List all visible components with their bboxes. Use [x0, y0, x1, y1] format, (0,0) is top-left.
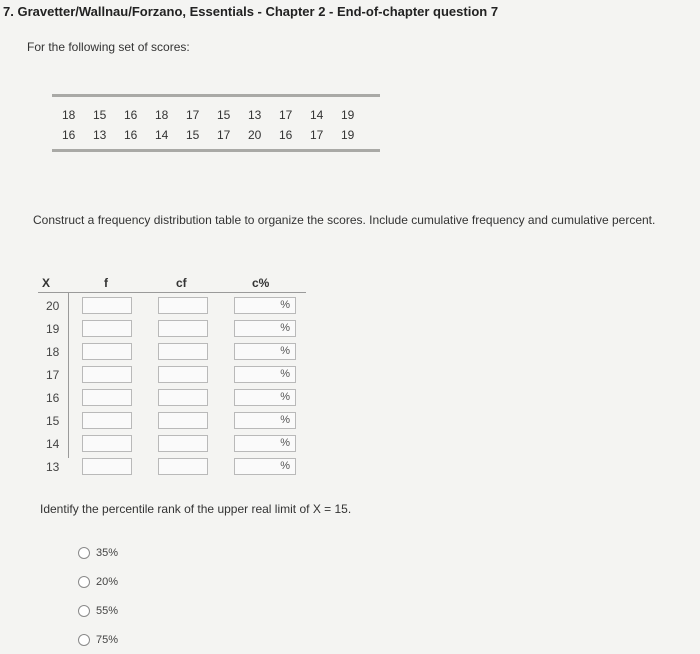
cf-input[interactable] — [158, 366, 208, 383]
radio-button[interactable] — [78, 576, 90, 588]
option-label: 55% — [96, 604, 119, 617]
scores-table — [52, 94, 380, 152]
f-input[interactable] — [82, 412, 132, 429]
cf-input[interactable] — [158, 389, 208, 406]
percent-sign: % — [280, 368, 290, 380]
score-cell: 20 — [248, 128, 262, 142]
f-input[interactable] — [82, 343, 132, 360]
score-cell: 16 — [124, 128, 138, 142]
header-cf: cf — [176, 276, 187, 290]
radio-button[interactable] — [78, 605, 90, 617]
score-cell: 15 — [217, 108, 231, 122]
option-label: 20% — [96, 575, 119, 588]
x-value: 19 — [46, 322, 60, 336]
f-input[interactable] — [82, 435, 132, 452]
percentile-question: Identify the percentile rank of the upper real limit of X = 15. — [40, 502, 352, 516]
cumulative-percent-input[interactable] — [234, 458, 296, 475]
cumulative-percent-input[interactable] — [234, 435, 296, 452]
score-cell: 16 — [279, 128, 293, 142]
percent-sign: % — [280, 391, 290, 403]
cumulative-percent-input[interactable] — [234, 389, 296, 406]
scores-top-rule — [52, 94, 380, 97]
cf-input[interactable] — [158, 435, 208, 452]
x-value: 14 — [46, 437, 60, 451]
cumulative-percent-input[interactable] — [234, 366, 296, 383]
x-value: 18 — [46, 345, 60, 359]
answer-option[interactable] — [78, 538, 118, 567]
cf-input[interactable] — [158, 412, 208, 429]
cumulative-percent-input[interactable] — [234, 320, 296, 337]
percent-sign: % — [280, 437, 290, 449]
cf-input[interactable] — [158, 343, 208, 360]
x-value: 16 — [46, 391, 60, 405]
radio-button[interactable] — [78, 634, 90, 646]
instruction-text: Construct a frequency distribution table to organize the scores. Include cumulative frequency and cumulative percent. — [33, 213, 656, 227]
percent-sign: % — [280, 414, 290, 426]
x-value: 17 — [46, 368, 60, 382]
scores-row-1 — [58, 105, 368, 125]
score-cell: 18 — [62, 108, 76, 122]
f-input[interactable] — [82, 297, 132, 314]
answer-option[interactable] — [78, 625, 118, 654]
x-value: 20 — [46, 299, 60, 313]
score-cell: 14 — [310, 108, 324, 122]
question-title: 7. Gravetter/Wallnau/Forzano, Essentials - Chapter 2 - End-of-chapter question 7 — [3, 4, 499, 19]
f-input[interactable] — [82, 320, 132, 337]
cumulative-percent-input[interactable] — [234, 297, 296, 314]
percent-sign: % — [280, 299, 290, 311]
scores-row-2 — [58, 125, 368, 145]
cumulative-percent-input[interactable] — [234, 343, 296, 360]
header-rule — [38, 292, 306, 293]
intro-text: For the following set of scores: — [27, 40, 190, 54]
score-cell: 15 — [186, 128, 200, 142]
score-cell: 13 — [248, 108, 262, 122]
score-cell: 16 — [62, 128, 76, 142]
header-cumulative-percent: c% — [252, 276, 270, 290]
score-cell: 17 — [310, 128, 324, 142]
score-cell: 17 — [186, 108, 200, 122]
radio-button[interactable] — [78, 547, 90, 559]
x-value: 15 — [46, 414, 60, 428]
answer-options — [78, 538, 118, 654]
f-input[interactable] — [82, 366, 132, 383]
score-cell: 14 — [155, 128, 169, 142]
f-input[interactable] — [82, 389, 132, 406]
score-cell: 19 — [341, 128, 355, 142]
scores-bottom-rule — [52, 149, 380, 152]
cumulative-percent-input[interactable] — [234, 412, 296, 429]
x-value: 13 — [46, 460, 60, 474]
percent-sign: % — [280, 460, 290, 472]
f-input[interactable] — [82, 458, 132, 475]
score-cell: 17 — [279, 108, 293, 122]
score-cell: 16 — [124, 108, 138, 122]
answer-option[interactable] — [78, 567, 118, 596]
score-cell: 19 — [341, 108, 355, 122]
percent-sign: % — [280, 322, 290, 334]
header-x: X — [42, 276, 51, 290]
score-cell: 17 — [217, 128, 231, 142]
option-label: 35% — [96, 546, 119, 559]
score-cell: 18 — [155, 108, 169, 122]
score-cell: 15 — [93, 108, 107, 122]
cf-input[interactable] — [158, 320, 208, 337]
cf-input[interactable] — [158, 458, 208, 475]
option-label: 75% — [96, 633, 119, 646]
cf-input[interactable] — [158, 297, 208, 314]
header-f: f — [104, 276, 108, 290]
percent-sign: % — [280, 345, 290, 357]
score-cell: 13 — [93, 128, 107, 142]
answer-option[interactable] — [78, 596, 118, 625]
